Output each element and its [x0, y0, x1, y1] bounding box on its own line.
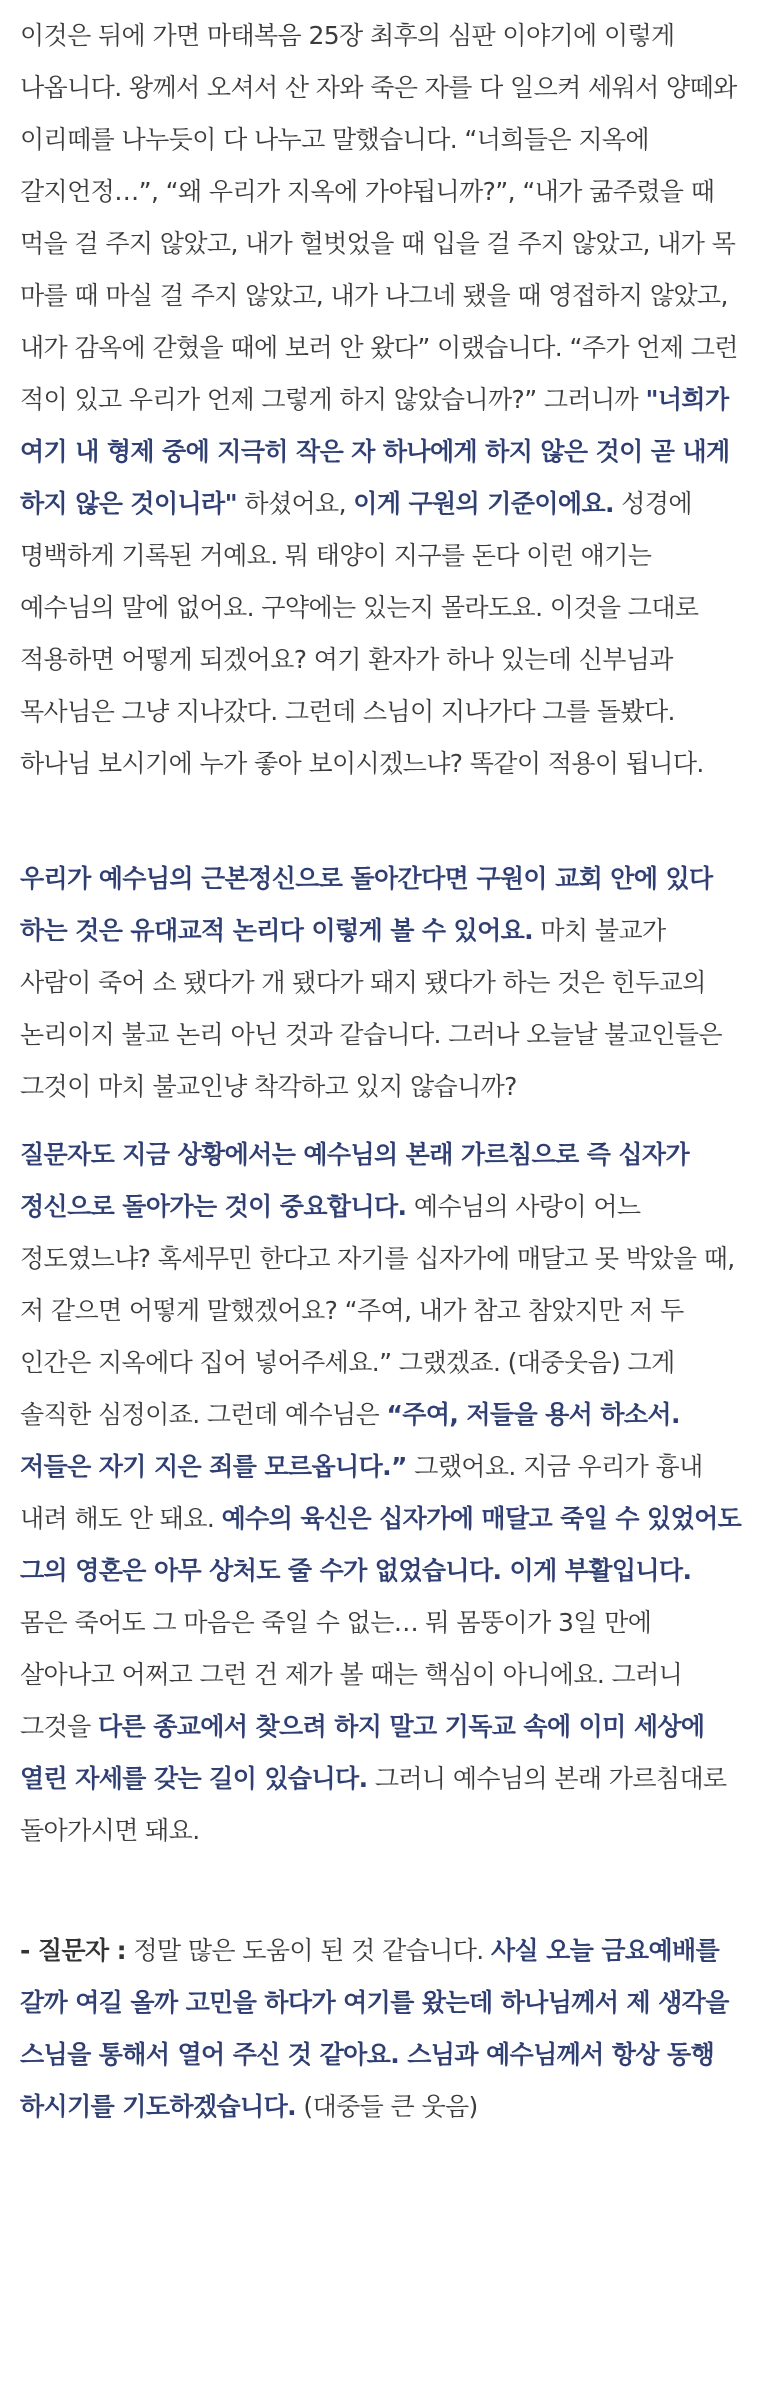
body-text: 성경에 명백하게 기록된 거예요. 뭐 태양이 지구를 돈다 이런 얘기는 예수님의 말에 없어요. 구약에는 있는지 몰라도요. 이것을 그대로 적용하면 어떻게 되겠어요? 여기 환자가 하나 있는데 신부님과 목사님은 그냥 지나갔다. 그런데 스님이 지나가다 그를 돌봤다. 하나님 보시기에 누가 좋아 보이시겠느냐? 똑같이 적용이 됩니다. [20, 489, 704, 778]
paragraph-return-to-roots [20, 853, 742, 1113]
highlighted-text: "너희가 여기 내 형제 중에 지극히 작은 자 하나에게 하지 않은 것이 곧 내게 하지 않은 것이니라" [20, 385, 730, 518]
body-text: 이것은 뒤에 가면 마태복음 25장 최후의 심판 이야기에 이렇게 나옵니다. 왕께서 오셔서 산 자와 죽은 자를 다 일으켜 세워서 양떼와 이리떼를 나누듯이 다 나누고 말했습니다. “너희들은 지옥에 갈지언정…”, “왜 우리가 지옥에 가야됩니까?”, “내가 굶주렸을 때 먹을 걸 주지 않았고, 내가 헐벗었을 때 입을 걸 주지 않았고, 내가 목 마를 때 마실 걸 주지 않았고, 내가 나그네 됐을 때 영접하지 않았고, 내가 감옥에 갇혔을 때에 보러 안 왔다” 이랬습니다. “주가 언제 그런 적이 있고 우리가 언제 그렇게 하지 않았습니까?” 그러니까 [20, 21, 738, 414]
highlighted-text: “주여, 저들을 용서 하소서. 저들은 자기 지은 죄를 모르옵니다.” [20, 1400, 680, 1481]
highlighted-text: 이게 구원의 기준이에요. [353, 489, 614, 518]
body-text: 마치 불교가 사람이 죽어 소 됐다가 개 됐다가 돼지 됐다가 하는 것은 힌두교의 논리이지 불교 논리 아닌 것과 같습니다. 그러나 오늘날 불교인들은 그것이 마치 불교인냥 착각하고 있지 않습니까? [20, 916, 722, 1101]
paragraph-questioner-reply [20, 1925, 742, 2133]
highlighted-text: 질문자도 지금 상황에서는 예수님의 본래 가르침으로 즉 십자가 정신으로 돌아가는 것이 중요합니다. [20, 1140, 690, 1221]
highlighted-text: 사실 오늘 금요예배를 갈까 여길 올까 고민을 하다가 여기를 왔는데 하나님께서 제 생각을 스님을 통해서 열어 주신 것 같아요. 스님과 예수님께서 항상 동행 하시기를 기도하겠습니다. [20, 1936, 729, 2121]
paragraph-spacer [20, 790, 742, 853]
body-text: (대중들 큰 웃음) [296, 2092, 478, 2121]
paragraph-spacer [20, 1857, 742, 1925]
body-text: 예수님의 사랑이 어느 정도였느냐? 혹세무민 한다고 자기를 십자가에 매달고 못 박았을 때, 저 같으면 어떻게 말했겠어요? “주여, 내가 참고 참았지만 저 두 인간은 지옥에다 집어 넣어주세요.” 그랬겠죠. (대중웃음) 그게 솔직한 심정이죠. 그런데 예수님은 [20, 1192, 735, 1429]
paragraph-spacer [20, 1113, 742, 1129]
speaker-label: - 질문자 : [20, 1936, 127, 1965]
highlighted-text: 다른 종교에서 찾으려 하지 말고 기독교 속에 이미 세상에 열린 자세를 갖는 길이 있습니다. [20, 1712, 705, 1793]
body-text: 정말 많은 도움이 된 것 같습니다. [126, 1936, 491, 1965]
body-text: 그랬어요. 지금 우리가 흉내 내려 해도 안 돼요. [20, 1452, 703, 1533]
highlighted-text: 예수의 육신은 십자가에 매달고 죽일 수 있었어도 그의 영혼은 아무 상처도 줄 수가 없었습니다. 이게 부활입니다. [20, 1504, 742, 1585]
body-text: 그러니 예수님의 본래 가르침대로 돌아가시면 돼요. [20, 1764, 727, 1845]
paragraph-judgment [20, 10, 742, 790]
body-text: 몸은 죽어도 그 마음은 죽일 수 없는… 뭐 몸뚱이가 3일 만에 살아나고 어쩌고 그런 건 제가 볼 때는 핵심이 아니에요. 그러니 그것을 [20, 1608, 683, 1741]
highlighted-text: 우리가 예수님의 근본정신으로 돌아간다면 구원이 교회 안에 있다 하는 것은 유대교적 논리다 이렇게 볼 수 있어요. [20, 864, 713, 945]
paragraph-spirit-of-cross [20, 1129, 742, 1857]
body-text: 하셨어요, [237, 489, 354, 518]
